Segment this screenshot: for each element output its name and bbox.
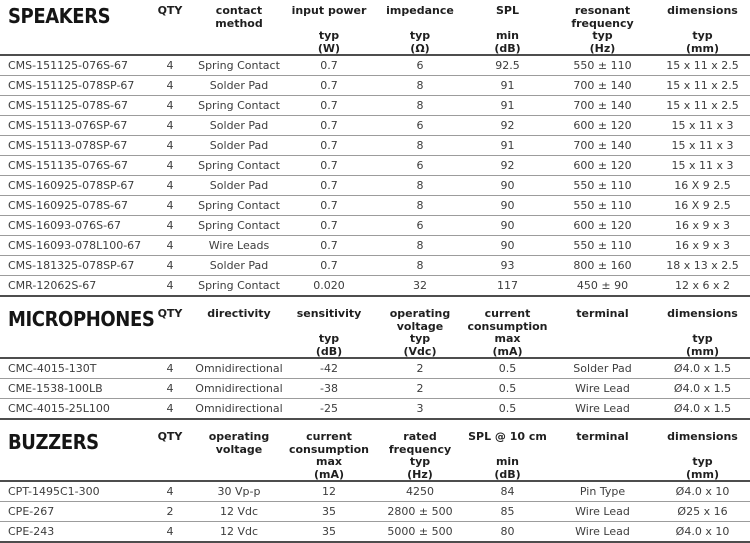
column-unit-label: typ (Ω): [409, 29, 431, 55]
table-row: [0, 156, 750, 176]
table-cell: 600 ± 120: [573, 219, 632, 232]
column-header-terminal: [550, 305, 655, 358]
table-cell: 800 ± 160: [573, 259, 632, 272]
table-cell: Solder Pad: [573, 362, 632, 375]
column-label: dimensions: [667, 430, 738, 443]
table-cell: 0.7: [320, 159, 338, 172]
column-label: dimensions: [667, 307, 738, 320]
table-cell: 91: [500, 139, 515, 152]
table-cell: 4: [166, 279, 174, 292]
part-number: CMS-151125-078S-67: [8, 99, 129, 112]
table-row: [0, 236, 750, 256]
table-cell: 0.7: [320, 59, 338, 72]
table-cell: 600 ± 120: [573, 159, 632, 172]
table-cell: 3: [416, 402, 424, 415]
column-header-sensitivity: [283, 305, 375, 358]
table-cell: 16 x 9 x 3: [675, 239, 730, 252]
table-cell: 6: [416, 159, 424, 172]
table-cell: 85: [500, 505, 515, 518]
column-header-dimensions: [655, 428, 750, 481]
column-unit-label: typ (mm): [686, 455, 719, 481]
column-header-impedance: [375, 2, 465, 55]
table-cell: 8: [416, 79, 424, 92]
table-cell: 4: [166, 259, 174, 272]
table-cell: 15 x 11 x 3: [671, 139, 734, 152]
table-cell: 90: [500, 219, 515, 232]
table-cell: 12 Vdc: [219, 525, 259, 538]
table-cell: 15 x 11 x 3: [671, 119, 734, 132]
column-unit-label: typ (dB): [315, 332, 343, 358]
table-cell: 4: [166, 485, 174, 498]
table-cell: 15 x 11 x 3: [671, 159, 734, 172]
table-cell: 35: [322, 505, 336, 518]
table-cell: Omnidirectional: [195, 402, 283, 415]
table-cell: 4: [166, 159, 174, 172]
column-header-dimensions: [655, 305, 750, 358]
column-unit-label: typ (Hz): [407, 455, 433, 481]
table-cell: 6: [416, 59, 424, 72]
table-cell: 700 ± 140: [573, 79, 632, 92]
column-unit-label: typ (Hz): [589, 29, 616, 55]
table-cell: 32: [413, 279, 427, 292]
table-cell: 16 X 9 2.5: [674, 199, 731, 212]
table-cell: 0.7: [320, 239, 338, 252]
table-cell: 91: [500, 99, 515, 112]
table-cell: Ø4.0 x 10: [675, 485, 730, 498]
column-label: SPL: [496, 4, 519, 17]
table-cell: Ø4.0 x 1.5: [673, 382, 732, 395]
part-number: CMS-160925-078S-67: [8, 199, 129, 212]
table-cell: Ø4.0 x 1.5: [673, 362, 732, 375]
column-unit-label: typ (Vdc): [403, 332, 437, 358]
column-unit-label: max (mA): [492, 332, 523, 358]
table-row: [0, 56, 750, 76]
part-number: CMS-160925-078SP-67: [8, 179, 135, 192]
column-header-resonant-frequency: [550, 2, 655, 55]
column-header-spl10cm: [465, 428, 550, 481]
table-cell: Solder Pad: [209, 119, 269, 132]
column-label: contact method: [215, 4, 263, 30]
table-row: [0, 216, 750, 236]
table-cell: 550 ± 110: [573, 199, 632, 212]
table-cell: Wire Leads: [208, 239, 270, 252]
table-cell: 16 X 9 2.5: [674, 179, 731, 192]
table-cell: Omnidirectional: [195, 382, 283, 395]
table-cell: 8: [416, 259, 424, 272]
table-cell: 2: [416, 382, 424, 395]
section-title: SPEAKERS: [8, 4, 111, 28]
microphones-header-row: [0, 305, 750, 359]
table-cell: Wire Lead: [575, 525, 630, 538]
column-label: current consumption: [288, 430, 370, 456]
column-label: terminal: [576, 307, 629, 320]
table-cell: Spring Contact: [198, 99, 280, 112]
table-cell: 2800 ± 500: [387, 505, 453, 518]
part-number: CMS-151135-076S-67: [8, 159, 129, 172]
table-row: [0, 379, 750, 399]
column-label: impedance: [386, 4, 454, 17]
part-number: CPE-243: [8, 525, 55, 538]
table-cell: Spring Contact: [198, 279, 280, 292]
section-title: BUZZERS: [8, 430, 99, 454]
column-label: dimensions: [667, 4, 738, 17]
column-label: terminal: [576, 430, 629, 443]
table-row: [0, 96, 750, 116]
column-header-spl: [465, 2, 550, 55]
part-number: CMR-12062S-67: [8, 279, 97, 292]
table-cell: Solder Pad: [209, 179, 269, 192]
table-cell: 0.7: [320, 139, 338, 152]
column-label: rated frequency: [388, 430, 452, 456]
table-cell: 12 x 6 x 2: [675, 279, 730, 292]
table-cell: 0.7: [320, 99, 338, 112]
table-row: [0, 502, 750, 522]
table-cell: Spring Contact: [198, 199, 280, 212]
table-cell: 6: [416, 119, 424, 132]
table-row: [0, 196, 750, 216]
section-speakers: [0, 2, 750, 297]
table-cell: 15 x 11 x 2.5: [666, 59, 739, 72]
column-unit-label: typ (mm): [686, 332, 719, 358]
section-microphones: [0, 305, 750, 420]
table-cell: 91: [500, 79, 515, 92]
table-cell: 16 x 9 x 3: [675, 219, 730, 232]
table-cell: 0.5: [498, 362, 517, 375]
table-row: [0, 176, 750, 196]
column-header-contact-method: [195, 2, 283, 55]
part-number: CMS-15113-076SP-67: [8, 119, 128, 132]
table-row: [0, 482, 750, 502]
part-number: CMS-151125-078SP-67: [8, 79, 135, 92]
column-unit-label: max (mA): [313, 455, 345, 481]
part-number: CMS-16093-078L100-67: [8, 239, 142, 252]
column-header-terminal: [550, 428, 655, 481]
column-header-directivity: [195, 305, 283, 358]
speakers-header-row: [0, 2, 750, 56]
table-cell: 8: [416, 199, 424, 212]
table-cell: 4: [166, 99, 174, 112]
table-cell: Ø25 x 16: [677, 505, 728, 518]
table-cell: 450 ± 90: [576, 279, 629, 292]
table-cell: 4: [166, 362, 174, 375]
table-cell: 4: [166, 139, 174, 152]
table-cell: 18 x 13 x 2.5: [666, 259, 739, 272]
table-cell: 12 Vdc: [219, 505, 259, 518]
table-cell: Wire Lead: [575, 505, 630, 518]
table-cell: 80: [500, 525, 515, 538]
table-cell: 0.7: [320, 79, 338, 92]
table-row: [0, 399, 750, 420]
column-header-current-consumption: [283, 428, 375, 481]
table-cell: Omnidirectional: [195, 362, 283, 375]
part-number: CME-1538-100LB: [8, 382, 103, 395]
buzzers-title-cell: [0, 428, 145, 481]
microphones-title-cell: [0, 305, 155, 358]
table-cell: Wire Lead: [575, 382, 630, 395]
table-cell: 4: [166, 239, 174, 252]
buzzers-header-row: [0, 428, 750, 482]
table-cell: 4: [166, 59, 174, 72]
table-cell: 92: [500, 159, 515, 172]
part-number: CMS-181325-078SP-67: [8, 259, 135, 272]
table-cell: 700 ± 140: [573, 139, 632, 152]
table-cell: 8: [416, 139, 424, 152]
column-unit-label: min (dB): [494, 455, 521, 481]
table-cell: 93: [500, 259, 515, 272]
column-unit-label: typ (W): [317, 29, 341, 55]
table-cell: 90: [500, 179, 515, 192]
column-header-rated-frequency: [375, 428, 465, 481]
speakers-rows: [0, 56, 750, 297]
column-label: resonant frequency: [571, 4, 634, 30]
table-cell: 8: [416, 179, 424, 192]
table-cell: 6: [416, 219, 424, 232]
table-cell: 92: [500, 119, 515, 132]
table-cell: 8: [416, 99, 424, 112]
table-cell: 4: [166, 219, 174, 232]
column-label: sensitivity: [296, 307, 362, 320]
column-label: SPL @ 10 cm: [468, 430, 547, 443]
table-cell: 0.5: [498, 382, 517, 395]
table-cell: 90: [500, 239, 515, 252]
table-cell: 4: [166, 402, 174, 415]
column-header-operating-voltage: [375, 305, 465, 358]
table-cell: 84: [500, 485, 515, 498]
column-header-qty: [145, 428, 195, 481]
table-cell: 0.7: [320, 119, 338, 132]
part-number: CPE-267: [8, 505, 55, 518]
column-header-inputpower: [283, 2, 375, 55]
table-cell: 15 x 11 x 2.5: [666, 99, 739, 112]
table-cell: 12: [322, 485, 336, 498]
table-cell: 700 ± 140: [573, 99, 632, 112]
table-cell: Ø4.0 x 1.5: [673, 402, 732, 415]
table-cell: Wire Lead: [575, 402, 630, 415]
column-label: QTY: [157, 4, 183, 17]
column-label: directivity: [207, 307, 271, 320]
table-cell: 550 ± 110: [573, 239, 632, 252]
table-cell: 4: [166, 199, 174, 212]
part-number: CMC-4015-130T: [8, 362, 97, 375]
table-cell: 117: [497, 279, 518, 292]
part-number: CMS-16093-076S-67: [8, 219, 122, 232]
table-row: [0, 359, 750, 379]
table-cell: 2: [416, 362, 424, 375]
table-cell: 0.020: [313, 279, 345, 292]
table-cell: 0.7: [320, 259, 338, 272]
column-header-qty: [145, 2, 195, 55]
table-cell: 0.7: [320, 219, 338, 232]
table-cell: 2: [166, 505, 174, 518]
part-number: CMC-4015-25L100: [8, 402, 110, 415]
table-row: [0, 256, 750, 276]
table-cell: 4: [166, 382, 174, 395]
table-cell: -38: [320, 382, 338, 395]
table-cell: 15 x 11 x 2.5: [666, 79, 739, 92]
table-cell: 0.5: [498, 402, 517, 415]
table-cell: 600 ± 120: [573, 119, 632, 132]
table-cell: 550 ± 110: [573, 179, 632, 192]
table-cell: 0.7: [320, 199, 338, 212]
column-label: operating voltage: [208, 430, 270, 456]
table-cell: 550 ± 110: [573, 59, 632, 72]
table-cell: 8: [416, 239, 424, 252]
table-cell: 5000 ± 500: [387, 525, 453, 538]
table-cell: Solder Pad: [209, 79, 269, 92]
column-label: current consumption: [467, 307, 548, 333]
table-row: [0, 522, 750, 543]
column-header-current-consumption: [465, 305, 550, 358]
column-header-qty: [145, 305, 195, 358]
table-row: [0, 76, 750, 96]
column-unit-label: min (dB): [494, 29, 521, 55]
table-cell: 0.7: [320, 179, 338, 192]
column-label: input power: [291, 4, 367, 17]
part-number: CMS-151125-076S-67: [8, 59, 129, 72]
table-cell: 92.5: [495, 59, 520, 72]
table-row: [0, 116, 750, 136]
table-cell: Solder Pad: [209, 139, 269, 152]
table-cell: 35: [322, 525, 336, 538]
column-unit-label: typ (mm): [686, 29, 719, 55]
part-number: CMS-15113-078SP-67: [8, 139, 128, 152]
column-label: operating voltage: [389, 307, 451, 333]
section-title: MICROPHONES: [8, 307, 155, 331]
column-header-dimensions: [655, 2, 750, 55]
table-cell: Ø4.0 x 10: [675, 525, 730, 538]
table-row: [0, 276, 750, 297]
section-buzzers: [0, 428, 750, 543]
table-cell: Pin Type: [579, 485, 626, 498]
speakers-title-cell: [0, 2, 145, 55]
column-label: QTY: [157, 307, 183, 320]
table-cell: 4: [166, 525, 174, 538]
table-cell: -25: [320, 402, 338, 415]
table-cell: 4250: [406, 485, 434, 498]
column-label: QTY: [157, 430, 183, 443]
table-cell: -42: [320, 362, 338, 375]
microphones-rows: [0, 359, 750, 420]
table-cell: 4: [166, 79, 174, 92]
table-cell: 90: [500, 199, 515, 212]
table-cell: Solder Pad: [209, 259, 269, 272]
part-number: CPT-1495C1-300: [8, 485, 100, 498]
table-cell: Spring Contact: [198, 219, 280, 232]
table-row: [0, 136, 750, 156]
buzzers-rows: [0, 482, 750, 543]
column-header-operating-voltage: [195, 428, 283, 481]
table-cell: Spring Contact: [198, 159, 280, 172]
table-cell: Spring Contact: [198, 59, 280, 72]
table-cell: 4: [166, 119, 174, 132]
table-cell: 30 Vp-p: [217, 485, 261, 498]
table-cell: 4: [166, 179, 174, 192]
